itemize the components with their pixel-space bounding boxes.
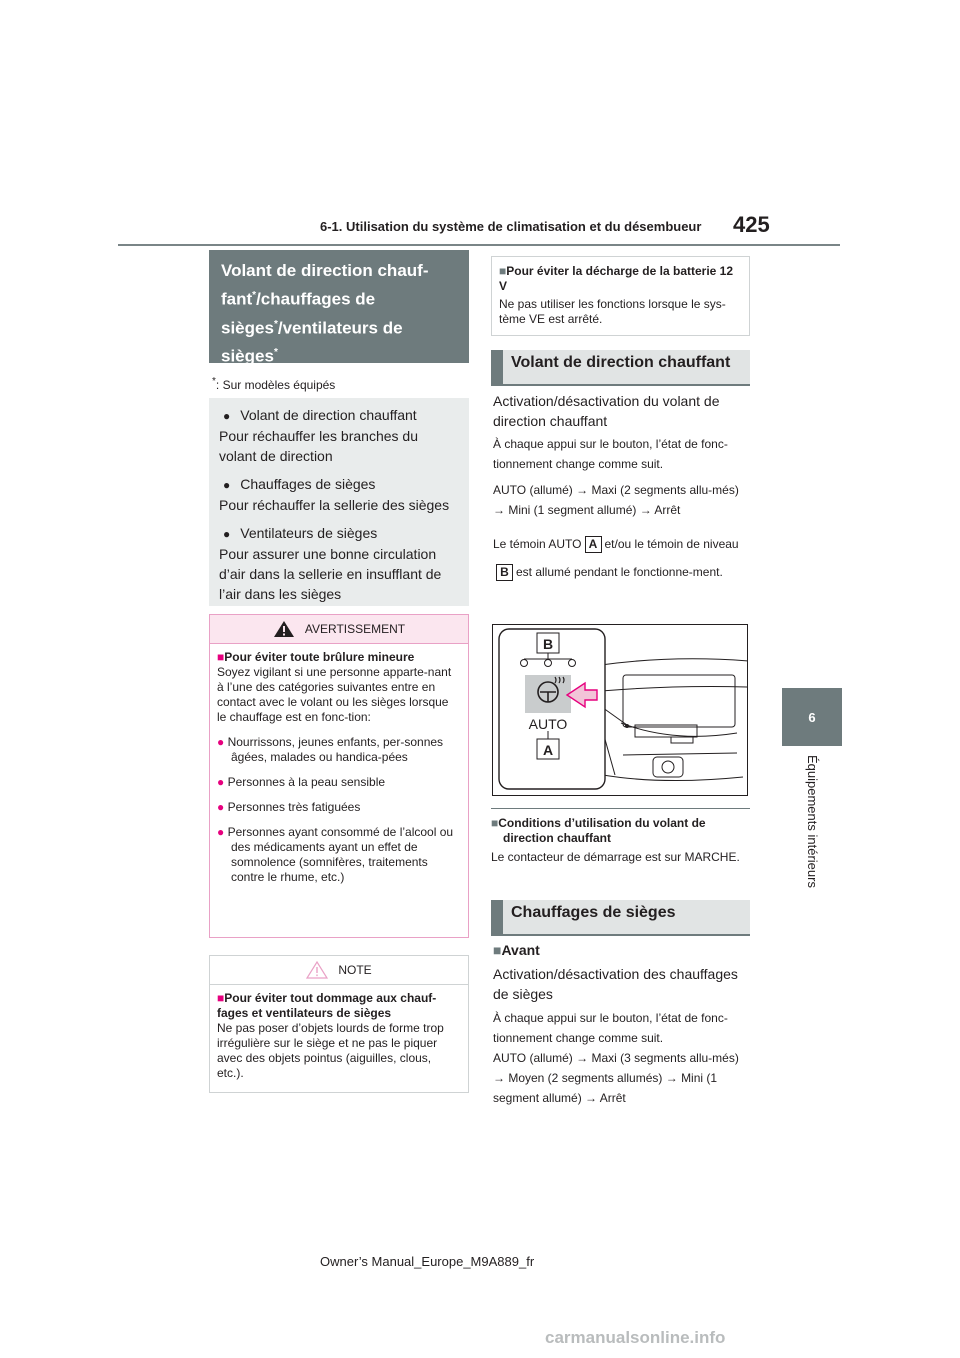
conditions-block: ■Conditions d’utilisation du volant de direction chauffant Le contacteur de démarrage est sur MARCHE.: [491, 816, 740, 864]
summary-bullet: ● Chauffages de sièges: [219, 474, 459, 495]
warning-item: ● Personnes à la peau sensible: [217, 775, 386, 789]
summary-desc: Pour assurer une bonne circulation d’air dans la sellerie en insufflant de l’air dans les sièges: [219, 546, 442, 602]
figure-auto-label: AUTO: [528, 716, 568, 732]
seat-heaters-lead: Activation/désactivation des chauffages de sièges: [493, 966, 738, 1002]
figure-label-b: B: [542, 636, 554, 652]
note-box: NOTE ■Pour éviter tout dommage aux chauf-fages et ventilateurs de sièges Ne pas poser d’objets lourds de forme trop irrégulière sur le siège et ne pas le piquer avec des objets pointus (aiguilles, clous, etc.).: [209, 955, 469, 1093]
figure-label-a: A: [542, 742, 554, 758]
seat-heaters-heading: Chauffages de sièges: [491, 900, 750, 936]
square-bullet-icon: ■: [217, 991, 225, 1005]
summary-bullet: ● Ventilateurs de sièges: [219, 523, 459, 544]
heated-wheel-cycle: AUTO (allumé) → Maxi (2 segments allu-més) → Mini (1 segment allumé) → Arrêt: [493, 483, 739, 517]
header-rule: [118, 244, 840, 246]
square-bullet-icon: ■: [217, 650, 225, 664]
dot-bullet-icon: ●: [217, 775, 228, 789]
summary-desc: Pour réchauffer les branches du volant de direction: [219, 428, 418, 464]
warning-intro: Soyez vigilant si une personne apparte-nant à l’une des catégories suivantes entre en contact avec le volant ou les sièges lorsque le chauffage est en fonc-tion:: [217, 665, 452, 724]
summary-bullet: ● Volant de direction chauffant: [219, 405, 459, 426]
warning-box: AVERTISSEMENT ■Pour éviter toute brûlure mineure Soyez vigilant si une personne apparte-nant à l’une des catégories suivantes entre en contact avec le volant ou les sièges lorsque le chauffage est en fonc-tion: ● Nourrissons, jeunes enfants, per-sonnes âgées, malades ou handica-pées ● Personnes à la peau sensible ● Personnes très fatiguées ● Personnes ayant consommé de l’alcool ou des médicaments ayant un effet de somnolence (somnifères, traitements contre le rhume, etc.): [209, 614, 469, 938]
heated-wheel-heading: Volant de direction chauffant: [491, 350, 750, 386]
note-text: Ne pas poser d’objets lourds de forme trop irrégulière sur le siège et ne pas le piquer avec des objets pointus (aiguilles, clous, etc.).: [217, 1021, 444, 1080]
caution-triangle-icon: [306, 961, 328, 979]
dot-bullet-icon: ●: [217, 825, 228, 839]
section-header-title: 6-1. Utilisation du système de climatisation et du désembueur: [320, 219, 702, 234]
chapter-label: Équipements intérieurs: [805, 755, 820, 888]
chapter-tab: 6: [782, 688, 842, 746]
battery-note-box: ■Pour éviter la décharge de la batterie 12 V Ne pas utiliser les fonctions lorsque le sys-tème VE est arrêté.: [491, 256, 750, 336]
watermark: carmanualsonline.info: [545, 1328, 726, 1347]
main-section-title: Volant de direction chauf- fant*/chauffages de sièges*/ventilateurs de sièges*: [209, 250, 469, 363]
warning-header: AVERTISSEMENT: [210, 615, 468, 644]
heated-wheel-lead: Activation/désactivation du volant de direction chauffant: [493, 393, 720, 429]
warning-item: ● Personnes ayant consommé de l’alcool ou des médicaments ayant un effet de somnolence (somnifères, traitements contre le rhume, etc.): [217, 825, 454, 884]
footnote: *: Sur modèles équipés: [212, 376, 336, 392]
dashboard-illustration: [493, 625, 748, 796]
dot-bullet-icon: ●: [217, 800, 228, 814]
summary-desc: Pour réchauffer la sellerie des sièges: [219, 497, 450, 513]
warning-item: ● Nourrissons, jeunes enfants, per-sonnes âgées, malades ou handica-pées: [217, 735, 444, 764]
warning-item: ● Personnes très fatiguées: [217, 800, 361, 814]
seat-heaters-cycle: AUTO (allumé) → Maxi (3 segments allu-més) → Moyen (2 segments allumés) → Mini (1 segment allumé) → Arrêt: [493, 1051, 739, 1105]
callout-key-a: A: [585, 536, 602, 553]
seat-heaters-p1: À chaque appui sur le bouton, l’état de fonc-tionnement change comme suit.: [493, 1011, 728, 1045]
square-bullet-icon: ■: [499, 264, 507, 278]
heated-wheel-figure: [492, 624, 748, 796]
page-number: 425: [733, 212, 770, 237]
figure-rule: [491, 808, 750, 809]
dot-bullet-icon: ●: [217, 735, 228, 749]
callout-key-b: B: [496, 564, 513, 581]
warning-triangle-icon: [273, 620, 295, 638]
square-bullet-icon: ■: [493, 942, 502, 958]
footer-manual-id: Owner’s Manual_Europe_M9A889_fr: [320, 1254, 535, 1269]
heated-wheel-p1: À chaque appui sur le bouton, l’état de fonc-tionnement change comme suit.: [493, 437, 728, 471]
feature-summary-box: [209, 398, 469, 606]
note-header: NOTE: [210, 956, 468, 985]
heated-wheel-indicator-text: Le témoin AUTO A et/ou le témoin de niveauB est allumé pendant le fonctionne-ment.: [493, 537, 739, 580]
front-subheading: ■Avant: [493, 942, 540, 958]
square-bullet-icon: ■: [491, 816, 499, 830]
